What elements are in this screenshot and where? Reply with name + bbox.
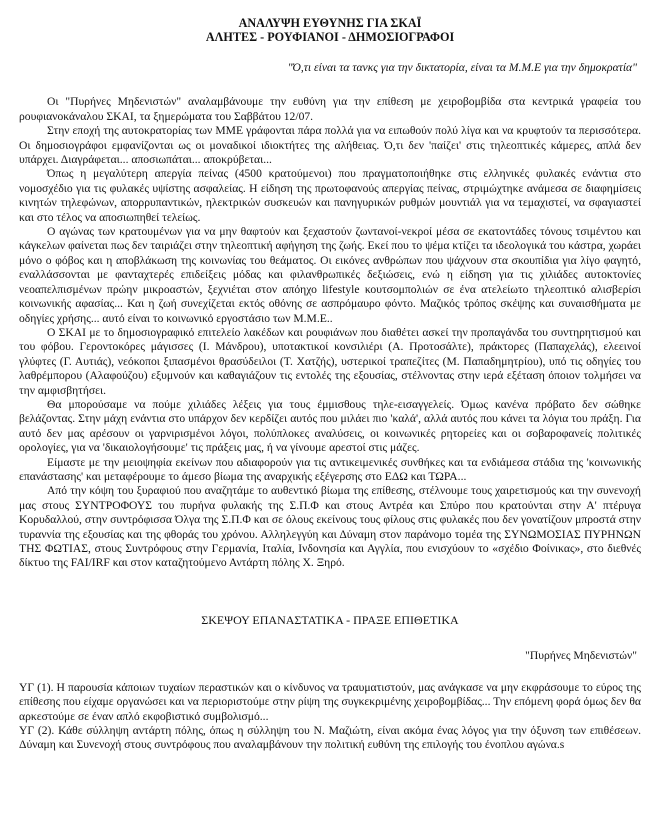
signature: "Πυρήνες Μηδενιστών" [525,648,637,662]
section-title: ΣΚΕΨΟΥ ΕΠΑΝΑΣΤΑΤΙΚΑ - ΠΡΑΞΕ ΕΠΙΘΕΤΙΚΑ [201,612,459,627]
postscript-paragraph: ΥΓ (2). Κάθε σύλληψη αντάρτη πόλης, όπως η σύλληψη του Ν. Μαζιώτη, είναι ακόμα ένας λόγος για την όξυνση των επιθέσεων. Δύναμη και Συνενοχή στους συντρόφους που αναλαμβάνουν την πολιτική ευθύνη της επιλογής του ένοπλου αγώνα.s [19,724,641,752]
body-paragraph: Είμαστε με την μειοψηφία εκείνων που αδιαφορούν για τις αντικειμενικές συνθήκες και τα ενδιάμεσα στάδια της 'κοινωνικής επανάστασης' και μεταφέρουμε το άμεσο βίωμα της αναρχικής εξέγερσης στο ΕΔΩ και ΤΩΡΑ... [19,455,641,483]
body-paragraph: Στην εποχή της αυτοκρατορίας των ΜΜΕ γράφονται πάρα πολλά για να ειπωθούν πολύ λίγα και να κρυφτούν τα περισσότερα. Οι δημοσιογράφοι εμφανίζονται ως οι μοναδικοί ιδιοκτήτες της αλήθειας. Ό,τι δεν 'παίζει' στις τηλεοπτικές κάμερες, απλά δεν υπάρχει. Διαγράφεται... αποσιωπάται... αποκρύβεται... [19,124,641,167]
communique-body [19,95,641,570]
document-title [19,16,641,44]
postscripts [19,681,641,753]
body-paragraph: Θα μπορούσαμε να πούμε χιλιάδες λέξεις για τους έμμισθους τηλε-εισαγγελείς. Όμως κανένα πρόβατο δεν σώθηκε βελάζοντας. Στην μάχη ενάντια στο υπάρχον δεν κερδίζει αυτός που μιλάει πιο 'καλά', αλλά αυτός που κάνει τα λόγια του πράξη. Για αυτό δεν μας αρέσουν οι γαρνιρισμένοι λόγοι, πολύπλοκες αναλύσεις, οι κοινωνικές ρητορείες και οι σοβαροφανείς πολιτικές ορολογίες, για να 'δικαιολογήσουμε' τις πράξεις μας, ή να γίνουμε αρεστοί στις μάζες. [19,397,641,455]
body-paragraph: Ο ΣΚΑΙ με το δημοσιογραφικό επιτελείο λακέδων και ρουφιάνων που διαθέτει ασκεί την προπαγάνδα του συντηρητισμού και του φόβου. Γεροντοκόρες μάγισσες (Ι. Μάνδρου), υποτακτικοί κονσιλιέρι (Α. Προτοσάλτε), πράκτορες (Παπαχελάς), ελεεινοί γλύφτες (Γ. Αυτιάς), νεόκοποι ξιπασμένοι θρασύδειλοι (Τ. Χατζής), υστερικοί τραπεζίτες (Μ. Παπαδημητρίου), υπό τις οδηγίες του λαθρέμπορου (Αλαφούζου) εξυμνούν και καθαγιάζουν τις εντολές της εξουσίας, στέλνοντας στην ιερά εξέταση όποιον τολμήσει να την αμφισβητήσει. [19,325,641,397]
body-paragraph: Από την κόψη του ξυραφιού που αναζητάμε το αυθεντικό βίωμα της επίθεσης, στέλνουμε τους χαιρετισμούς και την συνενοχή μας στους ΣΥΝΤΡΟΦΟΥΣ του πυρήνα φυλακής της Σ.Π.Φ και στους Αντρέα και Σπύρο που κρατούνται στην Α' πτέρυγα Κορυδαλλού, στην συντρόφισσα Όλγα της Σ.Π.Φ και σε όλους εκείνους τους φίλους στις φυλακές που δεν γονατίζουν μπροστά στην τυραννία της εξουσίας και της φθοράς του χρόνου. Αλληλεγγύη και Δύναμη στον παράνομο τομέα της ΣΥΝΩΜΟΣΙΑΣ ΠΥΡΗΝΩΝ ΤΗΣ ΦΩΤΙΑΣ, στους Συντρόφους στην Γερμανία, Ιταλία, Ινδονησία και Αγγλία, που ενισχύουν το «σχέδιο Φοίνικας», στο διεθνές δίκτυο της FAI/IRF και στον καταζητούμενο Αντάρτη πόλης Χ. Ξηρό. [19,484,641,570]
title-line-1: ΑΝΑΛΥΨΗ ΕΥΘΥΝΗΣ ΓΙΑ ΣΚΑΪ [238,16,422,30]
body-paragraph: Όπως η μεγαλύτερη απεργία πείνας (4500 κρατούμενοι) που πραγματοποιήθηκε στις ελληνικές φυλακές ενάντια στο νομοσχέδιο για τις φυλακές υψίστης ασφαλείας. Η είδηση της πρωτοφανούς απεργίας πείνας, στριμώχτηκε ανάμεσα σε διαφημίσεις κινητών τηλεφώνων, απορρυπαντικών, ηλεκτρικών συσκευών και πανηγυρικών ρυθμών μουντιάλ για να τεμαχιστεί, να σφαγιαστεί και στο τέλος να αποσιωπηθεί τελείως. [19,167,641,224]
body-paragraph: Οι "Πυρήνες Μηδενιστών" αναλαμβάνουμε την ευθύνη για την επίθεση με χειροβομβίδα στα κεντρικά γραφεία του ρουφιανοκάναλου ΣΚΑΙ, τα ξημερώματα του Σαββάτου 12/07. [19,95,641,123]
title-line-2: ΑΛΗΤΕΣ - ΡΟΥΦΙΑΝΟΙ - ΔΗΜΟΣΙΟΓΡΑΦΟΙ [205,30,455,45]
postscript-paragraph: ΥΓ (1). Η παρουσία κάποιων τυχαίων περαστικών και ο κίνδυνος να τραυματιστούν, μας ανάγκασε να μην εκφράσουμε το εύρος της επίθεσης που είχαμε οργανώσει και να περιοριστούμε στην ρίψη της συγκεκριμένης χειροβομβίδας... Την επόμενη φορά όμως δεν θα αρκεστούμε σε έναν απλό εκφοβιστικό συμβολισμό... [19,680,641,723]
body-paragraph: Ο αγώνας των κρατουμένων για να μην θαφτούν και ξεχαστούν ζωντανοί-νεκροί μέσα σε εκατοντάδες τόνους τσιμέντου και κάγκελων φαίνεται πως δεν ταιριάζει στην τηλεοπτική αφήγηση της ζωής. Εκεί που το ψέμα κτίζει τα ιδεολογικά του κάστρα, χωράει μόνο ο φόβος και η αποβλάκωση της κοινωνίας του θεάματος. Οι εικόνες ανθρώπων που ψάχνουν στα σκουπίδια για λίγο φαγητό, εναλλάσσονται με φανταχτερές επιδείξεις μόδας και φιλανθρωπικές δεξιώσεις, ενώ η είδηση για τις χιλιάδες αυτοκτονίες νεοαπελπισμένων πρώην μικροαστών, ξεχνιέται στον απόηχο lifestyle κουτσομπολιών σε ένα ατελείωτο τηλεοπτικό αλισβερίσι κοινωνικής αφασίας... Και η ζωή συνεχίζεται εκτός οθόνης σε ασπρόμαυρο φόντο. Μαζικός τρόπος σκέψης και συναισθήματα με οδηγίες χρήσης... αυτό είναι το κοινωνικό εργοστάσιο των Μ.Μ.Ε.. [19,225,641,325]
epigraph-quote: "Ό,τι είναι τα τανκς για την δικτατορία, είναι τα Μ.Μ.Ε για την δημοκρατία" [287,61,637,75]
